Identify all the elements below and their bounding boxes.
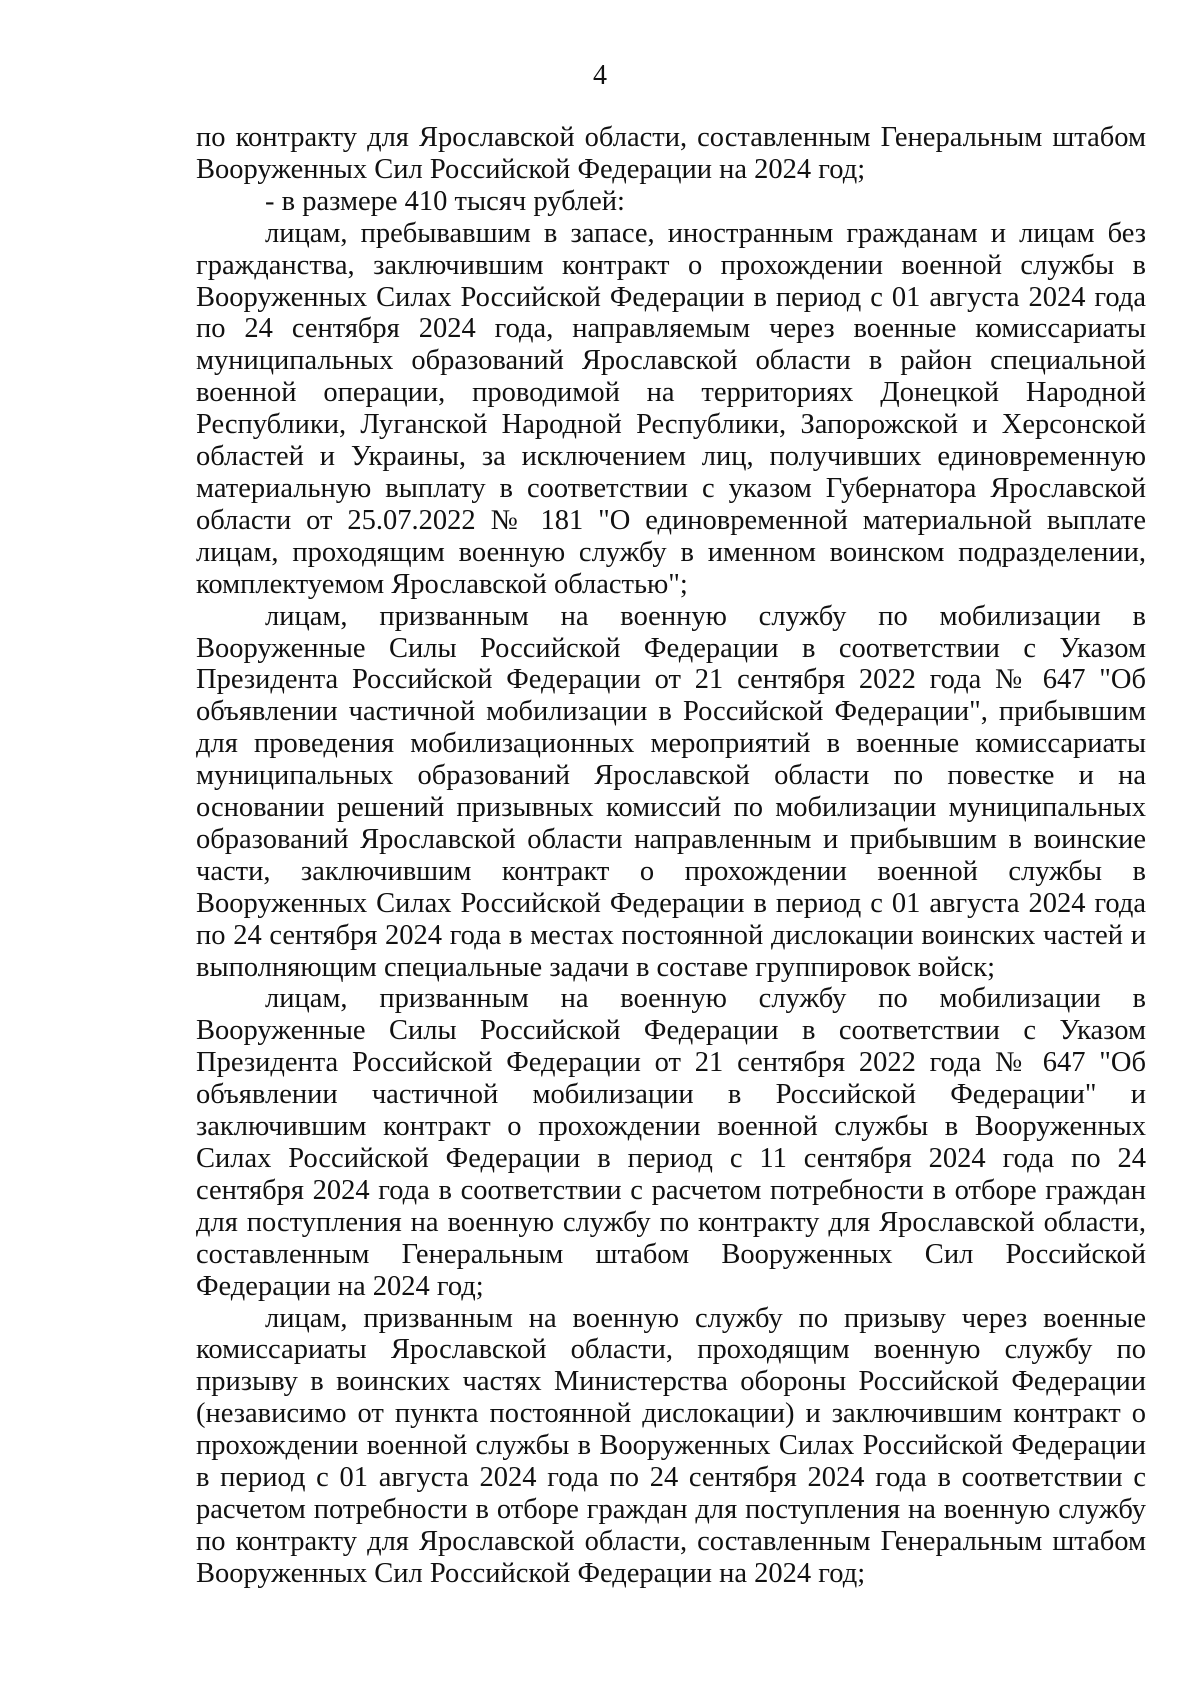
page-number: 4 — [593, 60, 607, 91]
paragraph-mobilized-arrived: лицам, призванным на военную службу по мобилизации в Вооруженные Силы Российской Федерации в соответствии с Указом Президента Российской Федерации от 21 сентября 2022 года № 647 "Об объявлении частичной мобилизации в Российской Федерации", прибывшим для проведения мобилизационных мероприятий в военные комиссариаты муниципальных образований Ярославской области по повестке и на основании решений призывных комиссий по мобилизации муниципальных образований Ярославской области направленным и прибывшим в воинские части, заключившим контракт о прохождении военной службы в Вооруженных Силах Российской Федерации в период с 01 августа 2024 года по 24 сентября 2024 года в местах постоянной дислокации воинских частей и выполняющим специальные задачи в составе группировок войск; — [196, 600, 1146, 983]
paragraph-conscripts-contract: лицам, призванным на военную службу по призыву через военные комиссариаты Ярославской области, проходящим военную службу по призыву в воинских частях Министерства обороны Российской Федерации (независимо от пункта постоянной дислокации) и заключившим контракт о прохождении военной службы в Вооруженных Силах Российской Федерации в период с 01 августа 2024 года по 24 сентября 2024 года в соответствии с расчетом потребности в отборе граждан для поступления на военную службу по контракту для Ярославской области, составленным Генеральным штабом Вооруженных Сил Российской Федерации на 2024 год; — [196, 1302, 1146, 1589]
document-body — [196, 122, 1146, 1590]
paragraph-reserve-foreigners: лицам, пребывавшим в запасе, иностранным гражданам и лицам без гражданства, заключившим контракт о прохождении военной службы в Вооруженных Силах Российской Федерации в период с 01 августа 2024 года по 24 сентября 2024 года, направляемым через военные комиссариаты муниципальных образований Ярославской области в район специальной военной операции, проводимой на территориях Донецкой Народной Республики, Луганской Народной Республики, Запорожской и Херсонской областей и Украины, за исключением лиц, получивших единовременную материальную выплату в соответствии с указом Губернатора Ярославской области от 25.07.2022 № 181 "О единовременной материальной выплате лицам, проходящим военную службу в именном воинском подразделении, комплектуемом Ярославской областью"; — [196, 217, 1146, 600]
paragraph-mobilized-contract: лицам, призванным на военную службу по мобилизации в Вооруженные Силы Российской Федерации в соответствии с Указом Президента Российской Федерации от 21 сентября 2022 года № 647 "Об объявлении частичной мобилизации в Российской Федерации" и заключившим контракт о прохождении военной службы в Вооруженных Силах Российской Федерации в период с 11 сентября 2024 года по 24 сентября 2024 года в соответствии с расчетом потребности в отборе граждан для поступления на военную службу по контракту для Ярославской области, составленным Генеральным штабом Вооруженных Сил Российской Федерации на 2024 год; — [196, 983, 1146, 1302]
paragraph-amount-410: - в размере 410 тысяч рублей: — [265, 185, 625, 217]
paragraph-contract-continuation: по контракту для Ярославской области, составленным Генеральным штабом Вооруженных Сил Российской Федерации на 2024 год; — [196, 122, 1146, 185]
